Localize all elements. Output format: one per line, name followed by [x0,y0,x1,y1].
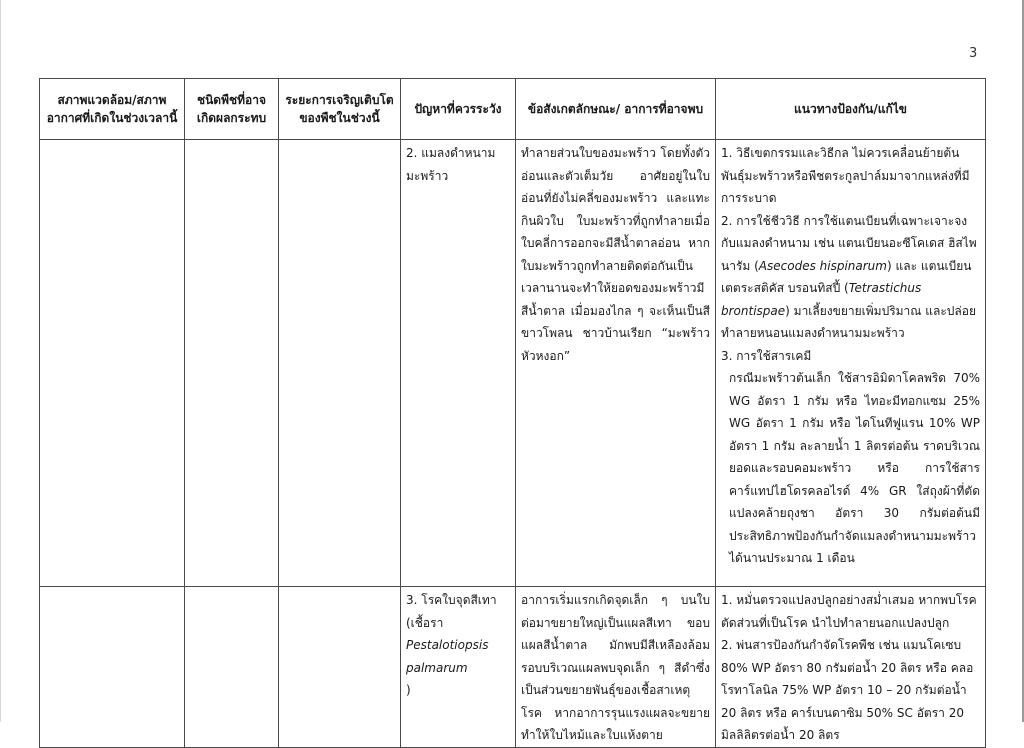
advisory-table [39,78,986,748]
header-crop: ชนิดพืชที่อาจเกิดผลกระทบ [185,79,279,140]
solution-item-2-text-a: 2. การใช้ชีววิธี การใช้แตนเบียนที่เฉพาะเจาะจงกับแมลงดำหนาม เช่น แตนเบียนอะซีโคเดส ฮิสไพนารัม ( [721,213,977,273]
cell-stage [279,140,401,587]
header-environment: สภาพแวดล้อม/สภาพอากาศที่เกิดในช่วงเวลานี้ [40,79,185,140]
symptoms-text: อาการเริ่มแรกเกิดจุดเล็ก ๆ บนใบ ต่อมาขยายใหญ่เป็นแผลสีเทา ขอบแผลสีน้ำตาล มักพบมีสีเหลืองล้อมรอบบริเวณแผลพบจุดเล็ก ๆ สีดำซึ่งเป็นส่วนขยายพันธุ์ของเชื้อสาเหตุโรค หากอาการรุนแรงแผลจะขยายทำให้ใบไหม้และใบแห้งตาย [521,593,710,742]
solution-item-2-text-e: ) มาเลี้ยงขยายเพิ่มปริมาณ และปล่อยทำลายหนอนแมลงดำหนามมะพร้าว [721,303,976,340]
symptoms-text: ทำลายส่วนใบของมะพร้าว โดยทั้งตัวอ่อนและตัวเต็มวัย อาศัยอยู่ในใบอ่อนที่ยังไม่คลี่ของมะพร้าว และแทะกินผิวใบ ใบมะพร้าวที่ถูกทำลายเมื่อใบคลี่การออกจะมีสีน้ำตาลอ่อน หากใบมะพร้าวถูกทำลายติดต่อกันเป็นเวลานานจะทำให้ยอดของมะพร้าวมีสีน้ำตาล เมื่อมองไกล ๆ จะเห็นเป็นสีขาวโพลน ชาวบ้านเรียก “มะพร้าวหัวหงอก” [521,146,710,363]
header-solution: แนวทางป้องกัน/แก้ไข [716,79,986,140]
header-symptoms: ข้อสังเกตลักษณะ/ อาการที่อาจพบ [516,79,716,140]
solution-item-1: 1. หมั่นตรวจแปลงปลูกอย่างสม่ำเสมอ หากพบโรคตัดส่วนที่เป็นโรค นำไปทำลายนอกแปลงปลูก [721,593,977,630]
header-problem: ปัญหาที่ควรระวัง [401,79,516,140]
solution-item-2-text-c: ) และ แตนเบียนเตตระสติคัส บรอนทิสปี้ ( [721,258,972,295]
problem-text: 3. โรคใบจุดสีเทา (เชื้อรา [406,593,497,630]
cell-problem [401,587,516,748]
table-row [40,140,986,587]
species-name-asecodes: Asecodes hispinarum [758,258,887,273]
species-name-tetrastichus: Tetrastichus brontispae [721,281,922,318]
header-growth-stage: ระยะการเจริญเติบโตของพืชในช่วงนี้ [279,79,401,140]
page-number: 3 [969,46,978,61]
problem-text: 2. แมลงดำหนามมะพร้าว [406,146,496,183]
problem-close-paren: ) [406,683,411,697]
cell-symptoms [516,587,716,748]
cell-stage [279,587,401,748]
cell-solution [716,140,986,587]
pathogen-name: Pestalotiopsis palmarum [406,638,489,675]
solution-item-1: 1. วิธีเขตกรรมและวิธีกล ไม่ควรเคลื่อนย้ายต้นพันธุ์มะพร้าวหรือพืชตระกูลปาล์มมาจากแหล่งที่มีการระบาด [721,146,970,205]
cell-environment [40,587,185,748]
solution-item-3: 3. การใช้สารเคมี [721,348,812,363]
cell-problem [401,140,516,587]
table-header-row [40,79,986,140]
cell-symptoms [516,140,716,587]
cell-crop [185,587,279,748]
solution-item-3-detail: กรณีมะพร้าวต้นเล็ก ใช้สารอิมิดาโคลพริด 70% WG อัตรา 1 กรัม หรือ ไทอะมีทอกแซม 25% WG อัตรา 1 กรัม หรือ ไดโนทีฟูแรน 10% WP อัตรา 1 กรัม ละลายน้ำ 1 ลิตรต่อต้น ราดบริเวณยอดและรอบคอมะพร้าว หรือ การใช้สารคาร์แทปไฮโดรคลอไรด์ 4% GR ใส่ถุงผ้าที่ตัดแปลงคล้ายถุงชา อัตรา 30 กรัมต่อต้นมีประสิทธิภาพป้องกันกำจัดแมลงดำหนามมะพร้าวได้นานประมาณ 1 เดือน [729,371,980,565]
table-row [40,587,986,748]
solution-item-2 [721,210,980,345]
solution-item-2: 2. พ่นสารป้องกันกำจัดโรคพืช เช่น แมนโคเซบ 80% WP อัตรา 80 กรัมต่อน้ำ 20 ลิตร หรือ คลอโรทาโลนิล 75% WP อัตรา 10 – 20 กรัมต่อน้ำ 20 ลิตร หรือ คาร์เบนดาซิม 50% SC อัตรา 20 มิลลิลิตรต่อน้ำ 20 ลิตร [721,638,974,742]
cell-environment [40,140,185,587]
cell-crop [185,140,279,587]
cell-solution [716,587,986,748]
